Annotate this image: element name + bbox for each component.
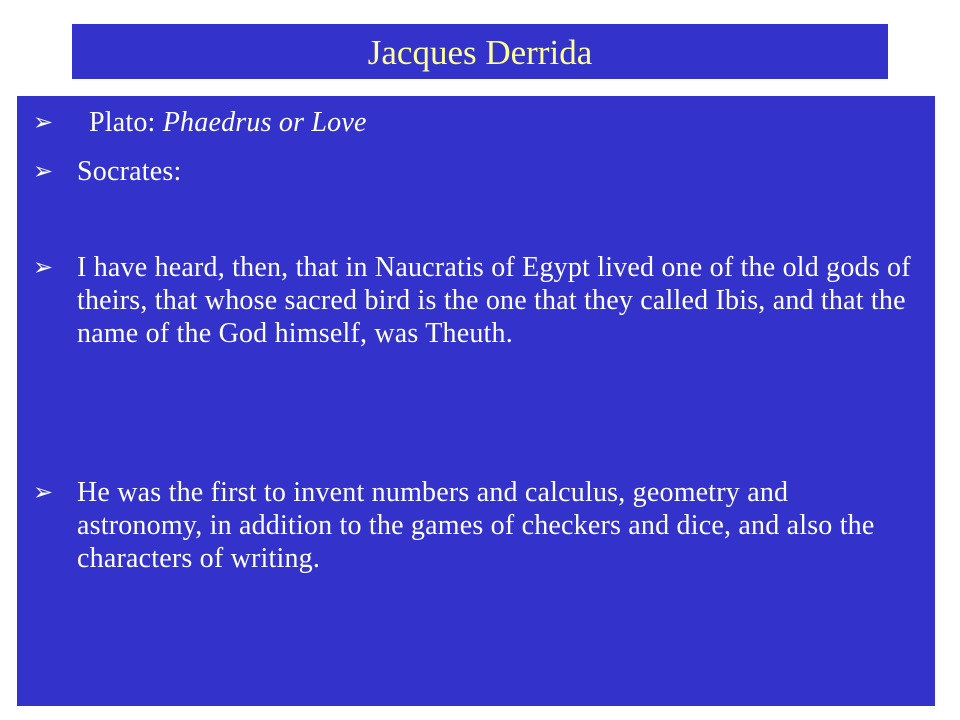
bullet-prefix: Plato: (89, 107, 163, 138)
bullet-text (89, 106, 913, 139)
bullet-text: I have heard, then, that in Naucratis of Egypt lived one of the old gods of theirs, that whose sacred bird is the one that they called Ibis, and that the name of the God himself, was Theuth. (77, 252, 911, 349)
arrow-bullet-icon: ➢ (33, 108, 54, 136)
bullet-text: Socrates: (77, 156, 182, 187)
slide-title: Jacques Derrida (367, 33, 593, 72)
arrow-bullet-icon: ➢ (33, 157, 54, 185)
bullet-theuth-inventions (33, 476, 913, 575)
slide-title-bar (72, 24, 888, 79)
bullet-naucratis-quote (33, 251, 913, 350)
bullet-emphasis: Phaedrus or Love (162, 107, 367, 138)
bullet-text: He was the first to invent numbers and calculus, geometry and astronomy, in addition to the games of checkers and dice, and also the characters of writing. (77, 477, 875, 574)
slide-content-panel (17, 96, 935, 706)
bullet-plato (33, 106, 913, 139)
arrow-bullet-icon: ➢ (33, 253, 54, 281)
bullet-socrates (33, 155, 913, 188)
arrow-bullet-icon: ➢ (33, 478, 54, 506)
